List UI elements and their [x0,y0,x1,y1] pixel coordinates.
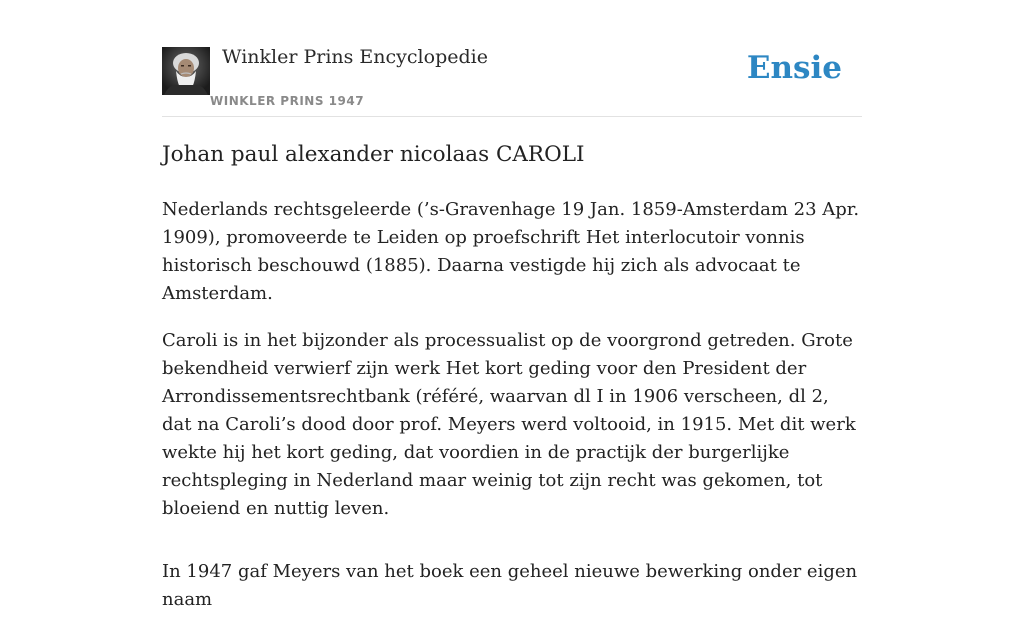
source-avatar[interactable] [162,47,210,95]
source-name[interactable]: Winkler Prins Encyclopedie [222,46,488,68]
site-header [162,40,862,117]
bearded-man-portrait-icon [162,47,210,95]
edition-label[interactable]: WINKLER PRINS 1947 [210,94,365,108]
article-paragraph: In 1947 gaf Meyers van het boek een geheel nieuwe bewerking onder eigen naam [162,561,858,610]
article-paragraph: Caroli is in het bijzonder als processualist op de voorgrond getreden. Grote bekendheid verwierf zijn werk Het kort geding voor den President der Arrondissementsrechtbank (référé, waarvan dl I in 1906 verscheen, dl 2, dat na Caroli’s dood door prof. Meyers werd voltooid, in 1915. Met dit werk wekte hij het kort geding, dat voordien in de practijk der burgerlijke rechtspleging in Nederland maar weinig tot zijn recht was gekomen, tot bloeiend en nuttig leven. [162,330,856,519]
article-paragraph: Nederlands rechtsgeleerde (’s-Gravenhage 19 Jan. 1859-Amsterdam 23 Apr. 1909), promoveerde te Leiden op proefschrift Het interlocutoir vonnis historisch beschouwd (1885). Daarna vestigde hij zich als advocaat te Amsterdam. [162,199,860,304]
ensie-logo[interactable]: Ensie [746,50,842,86]
article-title: Johan paul alexander nicolaas CAROLI [162,142,585,167]
article [162,138,862,633]
